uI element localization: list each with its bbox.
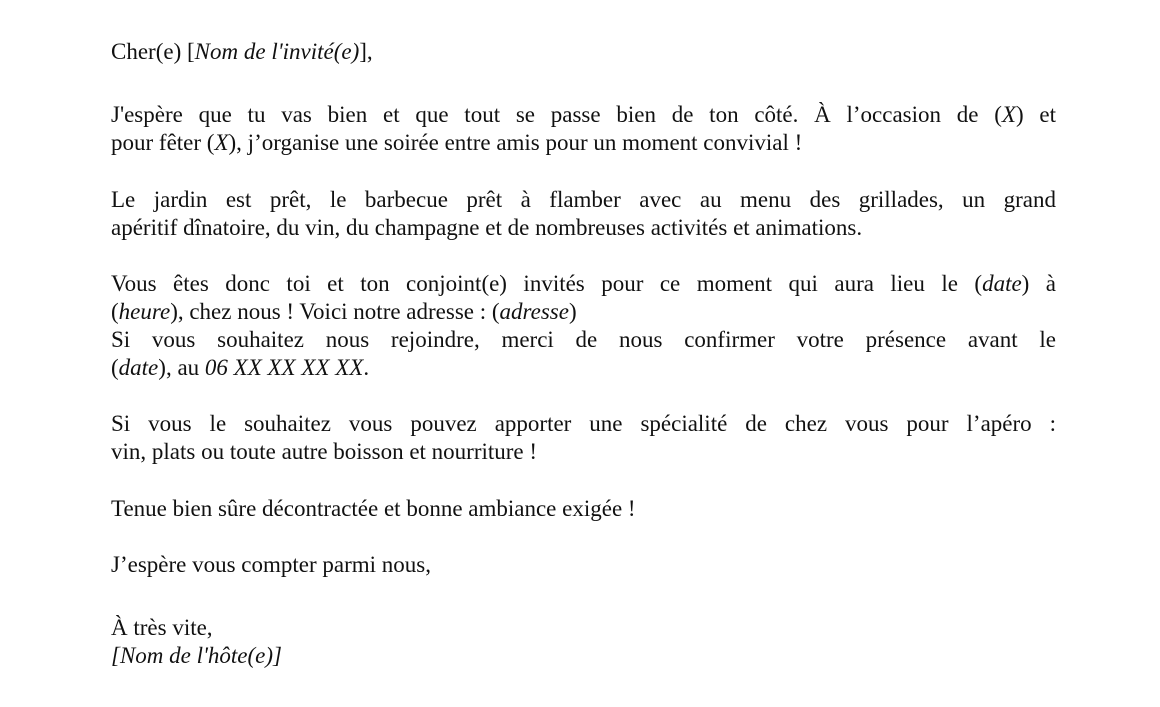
closing-line: À très vite, — [111, 615, 213, 640]
paragraph-2-line-2: apéritif dînatoire, du vin, du champagne et de nombreuses activités et animations. — [111, 215, 863, 240]
hope-line: J’espère vous compter parmi nous, — [111, 552, 432, 577]
paragraph-3-line-3: Si vous souhaitez nous rejoindre, merci de nous confirmer votre présence avant le — [111, 327, 1056, 352]
greeting-suffix: ], — [359, 39, 373, 64]
address-placeholder: adresse — [499, 299, 569, 324]
paragraph-2-line-1: Le jardin est prêt, le barbecue prêt à flamber avec au menu des grillades, un grand — [111, 187, 1056, 212]
guest-name-placeholder: Nom de l'invité(e) — [194, 39, 360, 64]
rsvp-date-placeholder: date — [118, 355, 159, 380]
occasion-placeholder: X — [1001, 102, 1016, 127]
greeting-prefix: Cher(e) [ — [111, 39, 195, 64]
paragraph-4-line-1: Si vous le souhaitez vous pouvez apporter une spécialité de chez vous pour l’apéro : — [111, 411, 1056, 436]
paragraph-1-line-2: pour fêter (X), j’organise une soirée entre amis pour un moment convivial ! — [111, 130, 803, 155]
dress-code-line: Tenue bien sûre décontractée et bonne ambiance exigée ! — [111, 496, 636, 521]
celebration-placeholder: X — [214, 130, 229, 155]
time-placeholder: heure — [118, 299, 171, 324]
host-name-placeholder: [Nom de l'hôte(e)] — [111, 643, 282, 668]
phone-placeholder: 06 XX XX XX XX — [204, 355, 364, 380]
paragraph-3-line-1: Vous êtes donc toi et ton conjoint(e) invités pour ce moment qui aura lieu le (date) à — [111, 271, 1056, 296]
paragraph-3-line-4: (date), au 06 XX XX XX XX. — [111, 355, 370, 380]
paragraph-4-line-2: vin, plats ou toute autre boisson et nourriture ! — [111, 439, 538, 464]
paragraph-1-line-1: J'espère que tu vas bien et que tout se passe bien de ton côté. À l’occasion de (X) et — [111, 102, 1057, 127]
date-placeholder: date — [982, 271, 1022, 296]
greeting-line — [111, 38, 373, 66]
paragraph-3-line-2: (heure), chez nous ! Voici notre adresse : (adresse) — [111, 299, 577, 324]
